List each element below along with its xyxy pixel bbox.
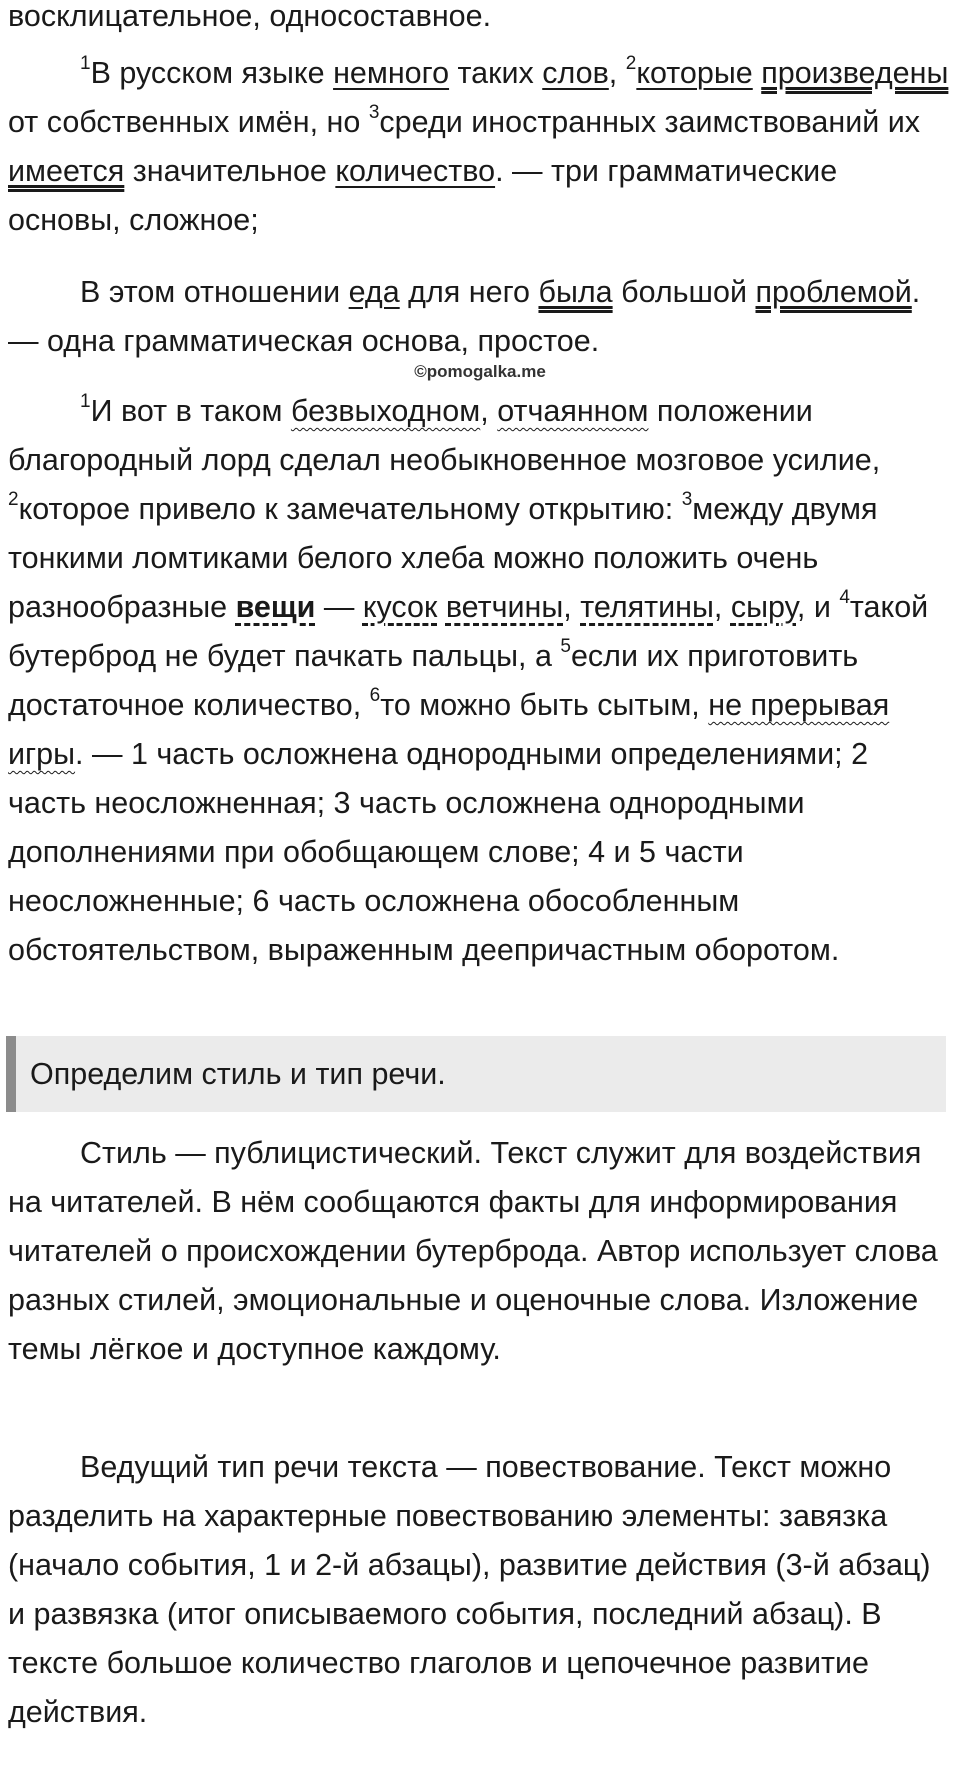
type-paragraph: Ведущий тип речи текста — повествование. Текст можно разделить на характерные повествованию элементы: завязка (начало события, 1 и 2-й абзацы), развитие действия (3-й абзац) и развязка (итог описываемого события, последний абзац). В тексте большое количество глаголов и цепочечное развитие действия. xyxy=(8,1450,931,1729)
part-number: 1 xyxy=(80,53,91,74)
object-underline: сыру xyxy=(730,590,797,624)
subject-underline: количество xyxy=(335,154,496,188)
intro-line: восклицательное, односоставное. xyxy=(8,0,492,33)
part-number: 2 xyxy=(8,489,19,510)
predicate-underline: имеется xyxy=(8,154,125,188)
adverbial-underline: не прерывая игры xyxy=(8,688,890,771)
analysis-paragraph-1: $^1$В русском языке немного таких слов, $^2$которые произведены от собственных имён, но $^3$среди иностранных заимствований их имеется значительное количество. — три грамматические основы, сложное; xyxy=(8,53,949,237)
attribute-underline: отчаянном xyxy=(497,394,649,428)
object-underline: ветчины xyxy=(445,590,564,624)
part-number: 3 xyxy=(681,489,693,510)
generalizing-word: вещи xyxy=(235,590,316,624)
part-number: 4 xyxy=(839,587,850,608)
analysis-paragraph-2: В этом отношении еда для него была большой проблемой. — одна грамматическая основа, простое. xyxy=(8,275,921,358)
subject-underline: еда xyxy=(348,275,400,309)
object-underline: кусок xyxy=(362,590,438,624)
analysis-paragraph-3: $^1$И вот в таком безвыходном, отчаянном положении благородный лорд сделал необыкновенное мозговое усилие, $^2$которое привело к замечательному открытию: $^3$между двумя тонкими ломтиками белого хлеба можно положить очень разнообразные вещи — кусок ветчины, телятины, сыру, и $^4$такой бутерброд не будет пачкать пальцы, а $^5$если их приготовить достаточное количество, $^6$то можно быть сытым, не прерывая игры. — 1 часть осложнена однородными определениями; 2 часть неосложненная; 3 часть осложнена однородными дополнениями при обобщающем слове; 4 и 5 части неосложненные; 6 часть осложнена обособленным обстоятельством, выраженным деепричастным оборотом. xyxy=(8,391,929,967)
predicate-underline: произведены xyxy=(761,56,949,90)
part-number: 6 xyxy=(369,685,381,706)
predicate-underline: проблемой xyxy=(755,275,912,309)
part-number: 3 xyxy=(368,102,380,123)
part-number: 5 xyxy=(560,636,571,657)
attribute-underline: безвыходном xyxy=(290,394,481,428)
subject-underline: которые xyxy=(636,56,753,90)
part-number: 2 xyxy=(625,53,637,74)
part-number: 1 xyxy=(80,391,91,412)
object-underline: телятины xyxy=(580,590,714,624)
subject-underline: слов xyxy=(542,56,609,90)
predicate-underline: немного xyxy=(333,56,450,90)
style-paragraph: Стиль — публицистический. Текст служит для воздействия на читателей. В нём сообщаются факты для информирования читателей о происхождении бутерброда. Автор использует слова разных стилей, эмоциональные и оценочные слова. Изложение темы лёгкое и доступное каждому. xyxy=(8,1136,938,1366)
watermark: ©pomogalka.me xyxy=(414,362,546,381)
section-heading: Определим стиль и тип речи. xyxy=(6,1036,946,1112)
predicate-underline: была xyxy=(538,275,613,309)
